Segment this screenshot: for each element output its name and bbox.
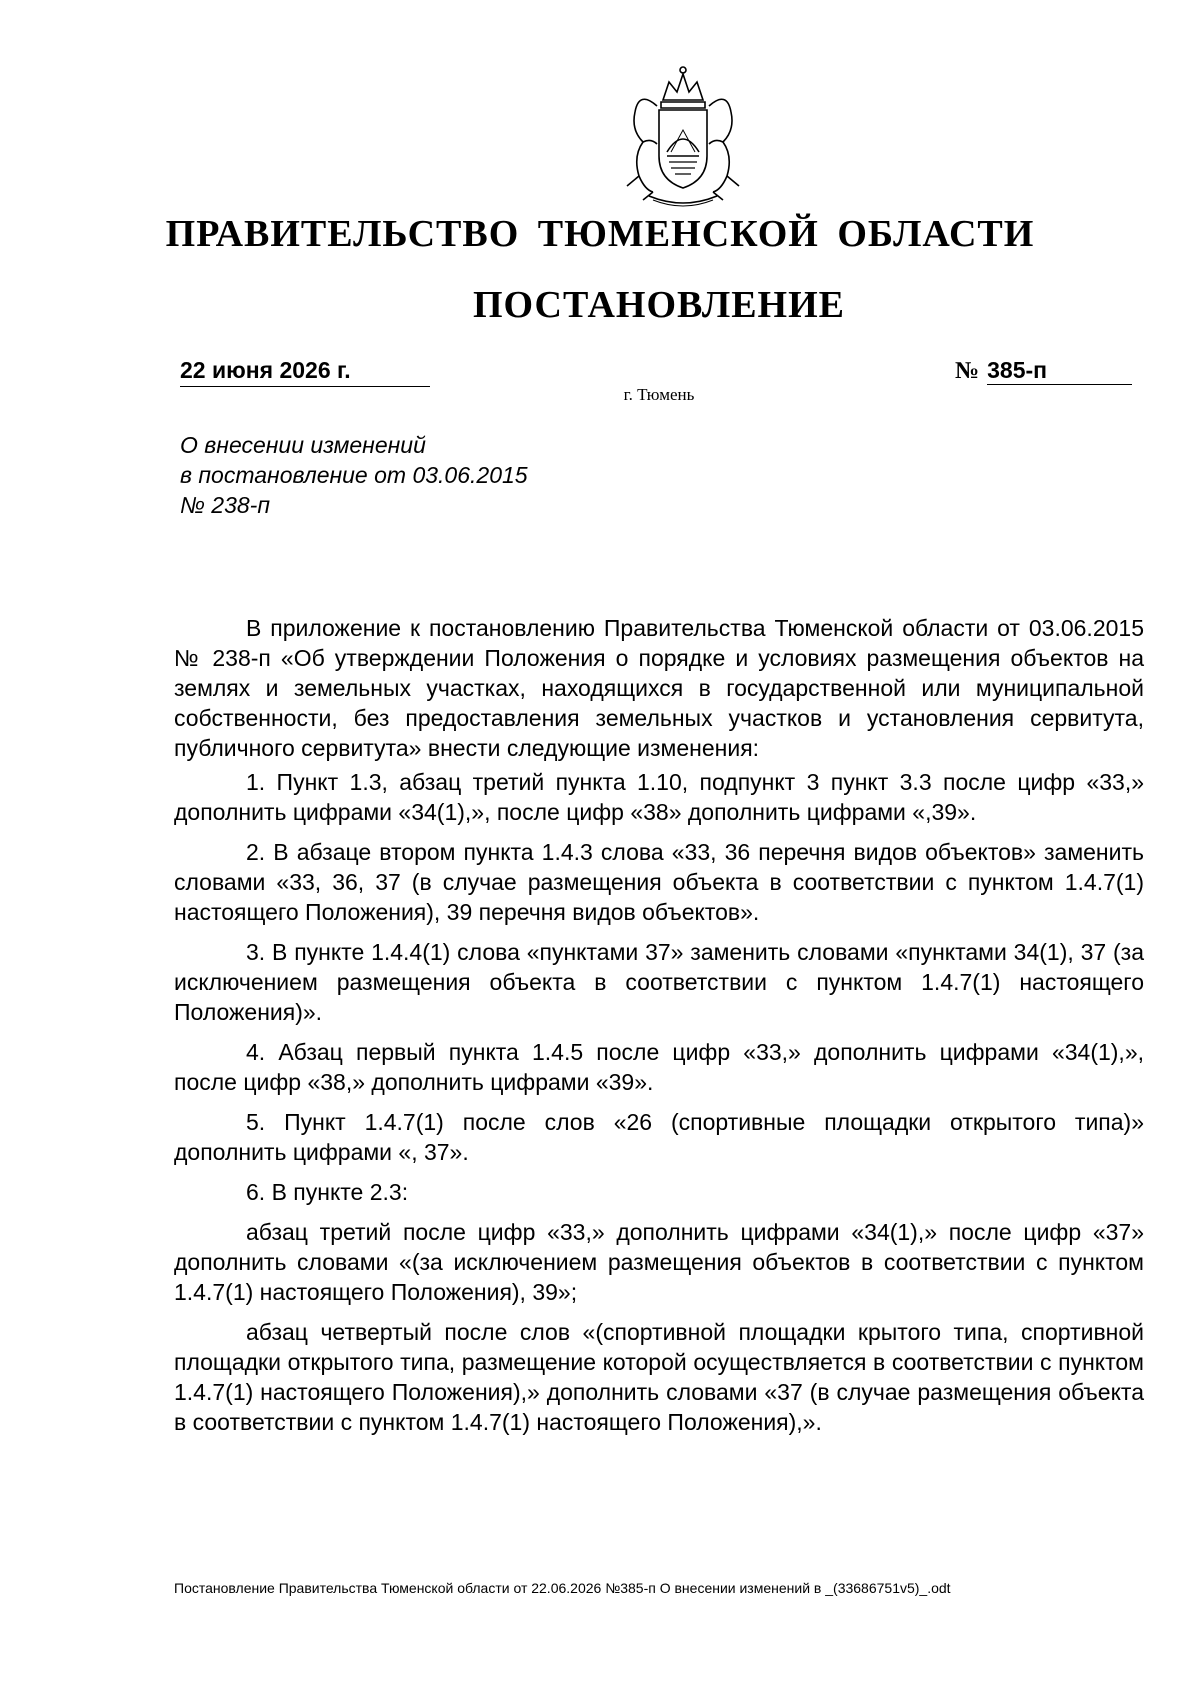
subject-line: в постановление от 03.06.2015 [180, 462, 528, 488]
body-paragraph-6: 6. В пункте 2.3: [246, 1179, 409, 1205]
organization-title: ПРАВИТЕЛЬСТВО ТЮМЕНСКОЙ ОБЛАСТИ [165, 213, 1035, 255]
subject-line: № 238-п [180, 492, 270, 518]
document-subject [180, 430, 680, 520]
body-intro: В приложение к постановлению Правительства Тюменской области от 03.06.2015 № 238-п «Об утверждении Положения о порядке и условиях размещения объектов на землях и земельных участках, находящихся в государственной или муниципальной собственности, без предоставления земельных участков и установления сервитута, публичного сервитута» внести следующие изменения: [174, 615, 1144, 761]
page-footer: Постановление Правительства Тюменской области от 22.06.2026 №385-п О внесении изменений в _(33686751v5)_.odt [174, 1580, 951, 1596]
body-paragraph-1: 1. Пункт 1.3, абзац третий пункта 1.10, подпункт 3 пункт 3.3 после цифр «33,» дополнить цифрами «34(1),», после цифр «38» дополнить цифрами «,39». [174, 769, 1144, 825]
subject-line: О внесении изменений [180, 432, 426, 458]
document-type: ПОСТАНОВЛЕНИЕ [472, 284, 846, 326]
body-paragraph-4: 4. Абзац первый пункта 1.4.5 после цифр «33,» дополнить цифрами «34(1),», после цифр «38,» дополнить цифрами «39». [174, 1039, 1144, 1095]
document-body [174, 613, 1144, 1447]
city: г. Тюмень [623, 385, 695, 404]
coat-of-arms-icon [609, 60, 757, 208]
document-date: 22 июня 2026 г. [180, 357, 430, 387]
body-paragraph-8: абзац четвертый после слов «(спортивной площадки крытого типа, спортивной площадки открытого типа, размещение которой осуществляется в соответствии с пунктом 1.4.7(1) настоящего Положения),» дополнить словами «37 (в случае размещения объекта в соответствии с пунктом 1.4.7(1) настоящего Положения),». [174, 1319, 1144, 1435]
document-number [955, 357, 1135, 387]
body-paragraph-3: 3. В пункте 1.4.4(1) слова «пунктами 37» заменить словами «пунктами 34(1), 37 (за исключением размещения объекта в соответствии с пунктом 1.4.7(1) настоящего Положения)». [174, 939, 1144, 1025]
body-paragraph-5: 5. Пункт 1.4.7(1) после слов «26 (спортивные площадки открытого типа)» дополнить цифрами «, 37». [174, 1109, 1144, 1165]
body-paragraph-2: 2. В абзаце втором пункта 1.4.3 слова «33, 36 перечня видов объектов» заменить словами «33, 36, 37 (в случае размещения объекта в соответствии с пунктом 1.4.7(1) настоящего Положения), 39 перечня видов объектов». [174, 839, 1144, 925]
number-sign: № [955, 358, 980, 384]
body-paragraph-7: абзац третий после цифр «33,» дополнить цифрами «34(1),» после цифр «37» дополнить словами «(за исключением размещения объектов в соответствии с пунктом 1.4.7(1) настоящего Положения), 39»; [174, 1219, 1144, 1305]
number-value: 385-п [987, 357, 1132, 385]
